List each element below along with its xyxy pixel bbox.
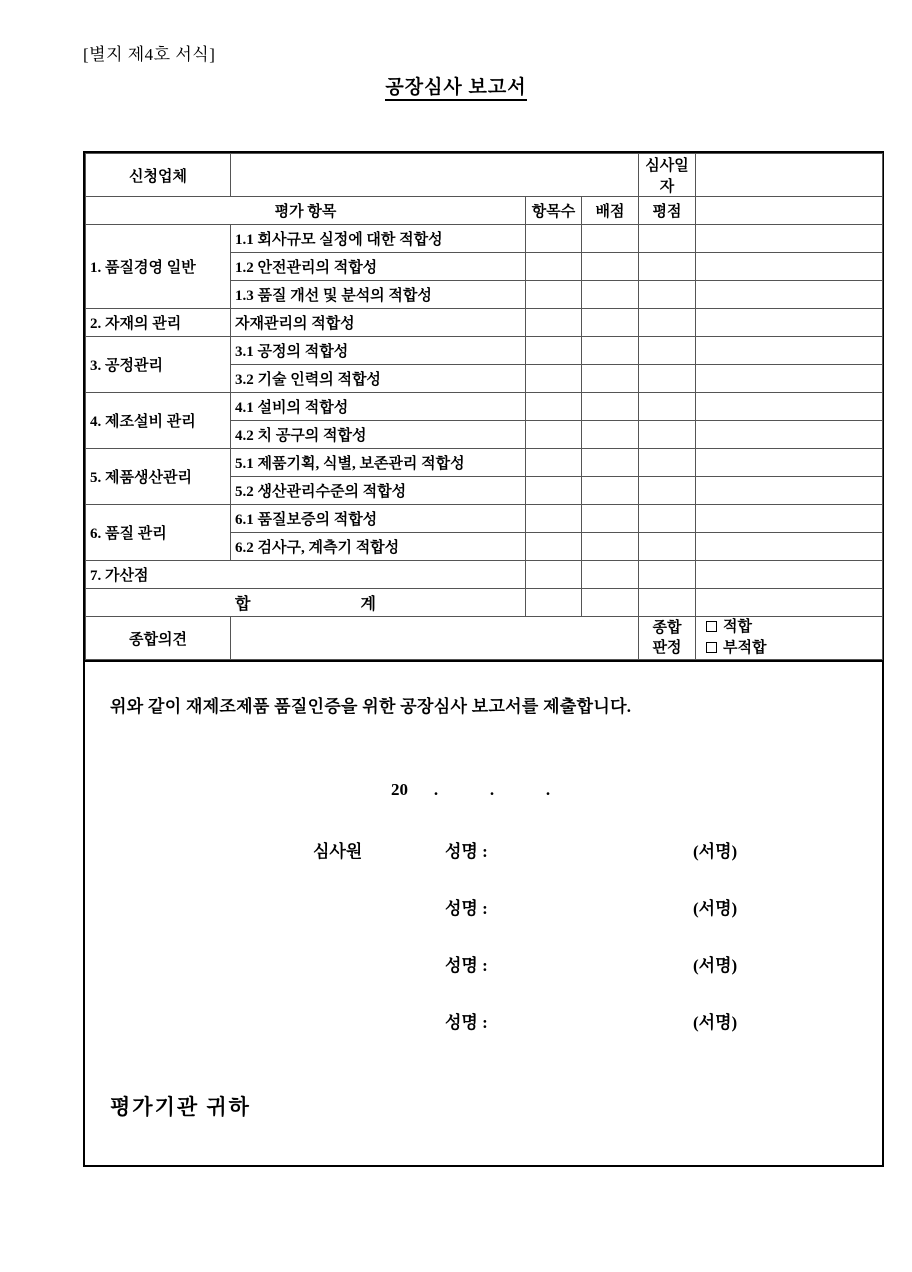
row-item-label: 6.2 검사구, 계측기 적합성 <box>231 533 526 561</box>
audit-date-value[interactable] <box>696 154 883 197</box>
row-allocated-points[interactable] <box>582 561 639 589</box>
row-category-label: 5. 제품생산관리 <box>86 449 231 505</box>
row-item-label: 1.1 회사규모 실정에 대한 적합성 <box>231 225 526 253</box>
checkbox-icon-pass[interactable] <box>706 621 717 632</box>
signature-mark-label: (서명) <box>693 899 738 918</box>
row-item-count[interactable] <box>526 281 582 309</box>
signature-mark-label: (서명) <box>693 956 738 975</box>
applicant-row <box>86 154 883 197</box>
total-label-cell <box>86 589 526 617</box>
row-item-label: 5.1 제품기획, 식별, 보존관리 적합성 <box>231 449 526 477</box>
date-dot-2: . <box>489 780 495 799</box>
evaluation-table-body <box>86 154 883 225</box>
overall-judgement-label <box>639 617 696 660</box>
checkbox-icon-fail[interactable] <box>706 642 717 653</box>
row-score[interactable] <box>639 561 696 589</box>
total-label-right: 계 <box>360 596 376 613</box>
date-dot-1: . <box>433 780 439 799</box>
col-header-score: 평점 <box>639 197 696 225</box>
signature-mark-label: (서명) <box>693 842 738 861</box>
overall-opinion-label: 종합의견 <box>86 617 231 660</box>
overall-opinion-value[interactable] <box>231 617 639 660</box>
signature-role-label: 심사원 <box>313 842 363 861</box>
declaration-date-line <box>85 780 882 800</box>
overall-judgement-label-line1: 종합 <box>652 619 682 636</box>
row-allocated-points[interactable] <box>582 421 639 449</box>
row-category-label: 7. 가산점 <box>86 561 526 589</box>
row-item-count[interactable] <box>526 253 582 281</box>
row-category-label: 3. 공정관리 <box>86 337 231 393</box>
row-allocated-points[interactable] <box>582 281 639 309</box>
applicant-label: 신청업체 <box>86 154 231 197</box>
row-item-label: 3.2 기술 인력의 적합성 <box>231 365 526 393</box>
row-allocated-points[interactable] <box>582 477 639 505</box>
col-header-evaluation-items: 평가 항목 <box>86 197 526 225</box>
row-score[interactable] <box>639 393 696 421</box>
signature-name-field[interactable]: 성명 : <box>445 1013 488 1032</box>
row-remarks[interactable] <box>696 421 883 449</box>
verdict-option-fail[interactable] <box>706 638 878 659</box>
row-remarks[interactable] <box>696 449 883 477</box>
row-score[interactable] <box>639 281 696 309</box>
total-label-left: 합 <box>235 596 251 613</box>
table-row <box>86 449 883 477</box>
row-item-count[interactable] <box>526 449 582 477</box>
audit-date-label: 심사일자 <box>639 154 696 197</box>
signature-mark-label: (서명) <box>693 1013 738 1032</box>
total-score[interactable] <box>639 589 696 617</box>
row-item-count[interactable] <box>526 393 582 421</box>
row-item-label: 4.1 설비의 적합성 <box>231 393 526 421</box>
row-remarks[interactable] <box>696 561 883 589</box>
evaluation-table <box>85 153 883 660</box>
verdict-options <box>696 617 883 660</box>
verdict-pass-label: 적합 <box>723 619 752 635</box>
overall-judgement-label-line2: 판정 <box>652 640 682 656</box>
row-score[interactable] <box>639 225 696 253</box>
row-score[interactable] <box>639 365 696 393</box>
row-allocated-points[interactable] <box>582 533 639 561</box>
table-row <box>86 225 883 253</box>
column-header-row <box>86 197 883 225</box>
row-category-label: 1. 품질경영 일반 <box>86 225 231 309</box>
signature-name-field[interactable]: 성명 : <box>445 956 488 975</box>
table-row <box>86 505 883 533</box>
signature-row <box>85 951 882 1008</box>
row-item-count[interactable] <box>526 477 582 505</box>
verdict-option-pass[interactable] <box>706 617 878 638</box>
row-item-count[interactable] <box>526 225 582 253</box>
row-allocated-points[interactable] <box>582 505 639 533</box>
row-item-count[interactable] <box>526 533 582 561</box>
row-allocated-points[interactable] <box>582 449 639 477</box>
row-category-label: 6. 품질 관리 <box>86 505 231 561</box>
row-remarks[interactable] <box>696 253 883 281</box>
row-allocated-points[interactable] <box>582 253 639 281</box>
row-item-label: 6.1 품질보증의 적합성 <box>231 505 526 533</box>
declaration-section <box>85 660 882 1165</box>
row-score[interactable] <box>639 253 696 281</box>
row-item-label: 3.1 공정의 적합성 <box>231 337 526 365</box>
total-item-count[interactable] <box>526 589 582 617</box>
signature-row <box>85 837 882 894</box>
row-remarks[interactable] <box>696 477 883 505</box>
row-remarks[interactable] <box>696 225 883 253</box>
table-row <box>86 309 883 337</box>
total-remarks[interactable] <box>696 589 883 617</box>
row-allocated-points[interactable] <box>582 393 639 421</box>
row-item-count[interactable] <box>526 421 582 449</box>
row-remarks[interactable] <box>696 533 883 561</box>
signature-name-field[interactable]: 성명 : <box>445 842 488 861</box>
row-remarks[interactable] <box>696 281 883 309</box>
overall-opinion-row <box>86 617 883 660</box>
row-item-count[interactable] <box>526 337 582 365</box>
row-item-count[interactable] <box>526 309 582 337</box>
form-reference: [별지 제4호 서식] <box>83 45 216 64</box>
signature-row <box>85 894 882 951</box>
evaluation-item-rows <box>86 225 883 589</box>
row-remarks[interactable] <box>696 505 883 533</box>
row-remarks[interactable] <box>696 309 883 337</box>
signature-row <box>85 1008 882 1065</box>
table-row <box>86 337 883 365</box>
row-item-label: 자재관리의 적합성 <box>231 309 526 337</box>
row-item-count[interactable] <box>526 365 582 393</box>
col-header-allocated-points: 배점 <box>582 197 639 225</box>
total-allocated-points[interactable] <box>582 589 639 617</box>
signature-name-field[interactable]: 성명 : <box>445 899 488 918</box>
col-header-remarks <box>696 197 883 225</box>
row-category-label: 4. 제조설비 관리 <box>86 393 231 449</box>
row-item-count[interactable] <box>526 505 582 533</box>
row-item-label: 5.2 생산관리수준의 적합성 <box>231 477 526 505</box>
row-score[interactable] <box>639 477 696 505</box>
row-allocated-points[interactable] <box>582 365 639 393</box>
date-dot-3: . <box>545 780 551 799</box>
total-row <box>86 589 883 617</box>
row-score[interactable] <box>639 309 696 337</box>
recipient-organization: 평가기관 귀하 <box>110 1095 251 1119</box>
row-score[interactable] <box>639 337 696 365</box>
row-item-label: 1.2 안전관리의 적합성 <box>231 253 526 281</box>
applicant-value[interactable] <box>231 154 639 197</box>
row-remarks[interactable] <box>696 365 883 393</box>
page-title-text: 공장심사 보고서 <box>385 77 526 101</box>
row-allocated-points[interactable] <box>582 337 639 365</box>
col-header-item-count: 항목수 <box>526 197 582 225</box>
page-title <box>0 72 912 99</box>
evaluation-table-footer <box>86 589 883 660</box>
row-score[interactable] <box>639 449 696 477</box>
signature-block <box>85 837 882 1065</box>
row-item-label: 4.2 치 공구의 적합성 <box>231 421 526 449</box>
table-row <box>86 561 883 589</box>
declaration-statement: 위와 같이 재제조제품 품질인증을 위한 공장심사 보고서를 제출합니다. <box>110 697 632 716</box>
verdict-fail-label: 부적합 <box>723 640 767 656</box>
report-frame <box>83 151 884 1167</box>
date-year-prefix: 20 <box>391 780 408 799</box>
row-remarks[interactable] <box>696 393 883 421</box>
row-allocated-points[interactable] <box>582 309 639 337</box>
row-item-label: 1.3 품질 개선 및 분석의 적합성 <box>231 281 526 309</box>
table-row <box>86 393 883 421</box>
row-allocated-points[interactable] <box>582 225 639 253</box>
row-score[interactable] <box>639 421 696 449</box>
row-category-label: 2. 자재의 관리 <box>86 309 231 337</box>
row-item-count[interactable] <box>526 561 582 589</box>
row-score[interactable] <box>639 505 696 533</box>
row-score[interactable] <box>639 533 696 561</box>
row-remarks[interactable] <box>696 337 883 365</box>
